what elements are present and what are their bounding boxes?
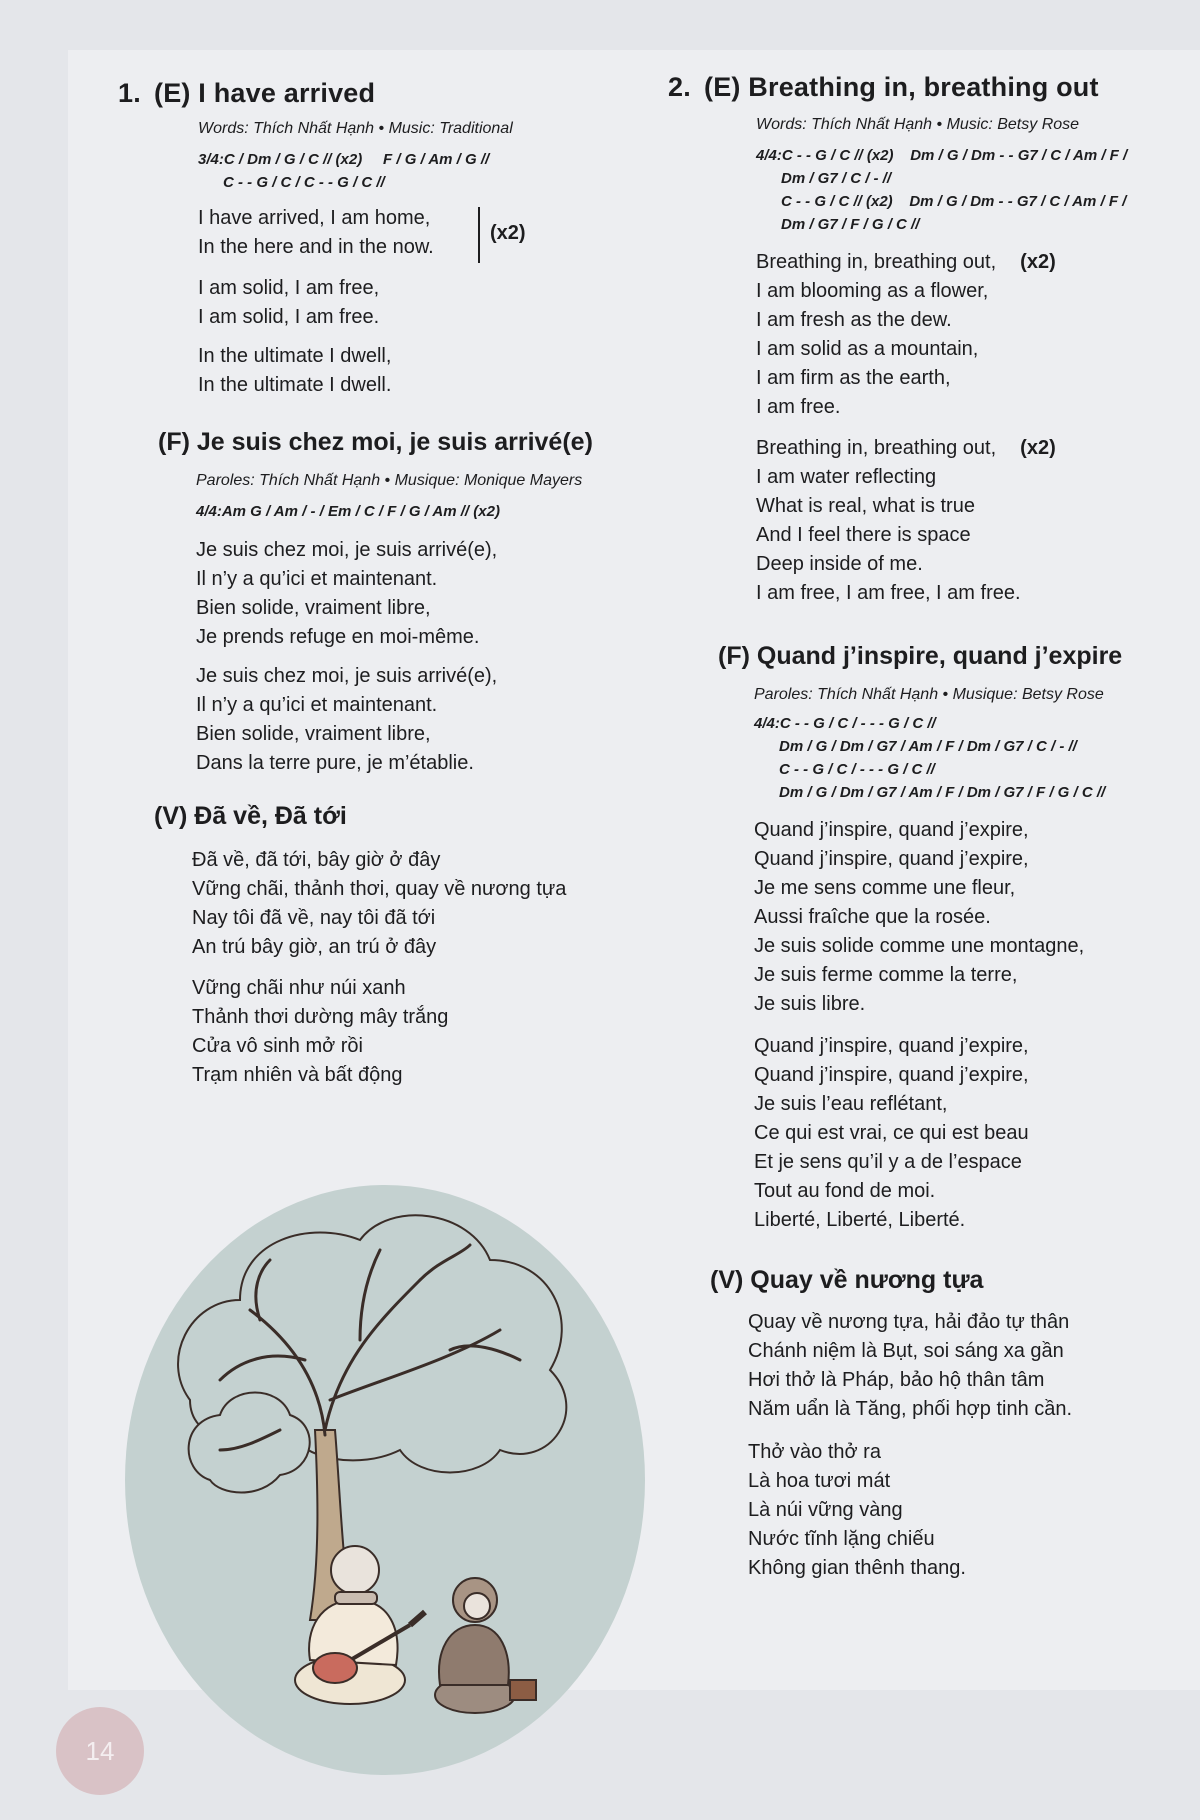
song1-heading: 1. (E) I have arrived [118, 78, 376, 108]
repeat-bar [478, 207, 480, 263]
page-number-badge: 14 [56, 1707, 144, 1795]
song2-french-title: (F) Quand j’inspire, quand j’expire [718, 642, 1123, 670]
song1-french-credit: Paroles: Thích Nhất Hạnh • Musique: Monique Mayers [196, 472, 583, 489]
song1-french-stanza1: Je suis chez moi, je suis arrivé(e), Il n’y a qu’ici et maintenant. Bien solide, vraiment libre, Je prends refuge en moi-même. [196, 539, 498, 648]
song1-vietnamese-stanza2: Vững chãi như núi xanh Thảnh thơi dường mây trắng Cửa vô sinh mở rồi Trạm nhiên và bất động [192, 977, 449, 1086]
song2-credit: Words: Thích Nhất Hạnh • Music: Betsy Rose [756, 116, 1080, 133]
song1-french-stanza2: Je suis chez moi, je suis arrivé(e), Il n’y a qu’ici et maintenant. Bien solide, vraiment libre, Dans la terre pure, je m’établie. [196, 665, 498, 774]
song1-chords: 3/4:C / Dm / G / C // (x2) F / G / Am / G // C - - G / C / C - - G / C // [198, 151, 490, 191]
song1-stanza2: I am solid, I am free, I am solid, I am free. [198, 277, 380, 328]
song2-french-stanza1: Quand j’inspire, quand j’expire, Quand j’inspire, quand j’expire, Je me sens comme une fleur, Aussi fraîche que la rosée. Je suis solide comme une montagne, Je suis ferme comme la terre, Je suis libre. [754, 819, 1085, 1015]
repeat-marker: (x2) [1020, 437, 1056, 459]
song2-vietnamese-stanza2: Thở vào thở ra Là hoa tươi mát Là núi vững vàng Nước tĩnh lặng chiếu Không gian thênh thang. [748, 1441, 966, 1579]
song1-vietnamese-title: (V) Đã về, Đã tới [154, 802, 347, 830]
repeat-marker: (x2) [1020, 251, 1056, 273]
song2-vietnamese-stanza1: Quay về nương tựa, hải đảo tự thân Chánh niệm là Bụt, soi sáng xa gần Hơi thở là Pháp, bảo hộ thân tâm Năm uẩn là Tăng, phối hợp tinh cần. [748, 1311, 1073, 1420]
song2-vietnamese-title: (V) Quay về nương tựa [710, 1266, 984, 1294]
song1-stanza3: In the ultimate I dwell, In the ultimate I dwell. [198, 345, 392, 396]
song2-stanza1: Breathing in, breathing out, (x2) I am blooming as a flower, I am fresh as the dew. I am solid as a mountain, I am firm as the earth, I am free. [756, 251, 1056, 418]
tree-illustration [120, 1160, 660, 1780]
song1-french-chords: 4/4:Am G / Am / - / Em / C / F / G / Am // (x2) [196, 503, 500, 520]
song1-french-title: (F) Je suis chez moi, je suis arrivé(e) [158, 428, 593, 456]
song1-stanza1: I have arrived, I am home, In the here and in the now. [198, 207, 434, 258]
song2-french-chords: 4/4:C - - G / C / - - - G / C // Dm / G / Dm / G7 / Am / F / Dm / G7 / C / - // C - - G / C / - - - G / C // Dm / G / Dm / G7 / Am / F / Dm / G7 / F / G / C // [754, 715, 1106, 801]
song2-stanza2: Breathing in, breathing out, (x2) I am water reflecting What is real, what is true And I feel there is space Deep inside of me. I am free, I am free, I am free. [756, 437, 1056, 604]
song1-title: (E) I have arrived [154, 78, 376, 108]
repeat-marker: (x2) [490, 222, 526, 244]
song1-credit: Words: Thích Nhất Hạnh • Music: Traditional [198, 120, 513, 137]
song2-french-stanza2: Quand j’inspire, quand j’expire, Quand j’inspire, quand j’expire, Je suis l’eau reflétant, Ce qui est vrai, ce qui est beau Et je sens qu’il y a de l’espace Tout au fond de moi. Liberté, Liberté, Liberté. [754, 1035, 1029, 1231]
song2-title: (E) Breathing in, breathing out [704, 72, 1099, 102]
song2-chords: 4/4:C - - G / C // (x2) Dm / G / Dm - - G7 / C / Am / F / Dm / G7 / C / - // C - - G / C // (x2) Dm / G / Dm - - G7 / C / Am / F / Dm / G7 / F / G / C // [756, 147, 1128, 233]
song2-french-credit: Paroles: Thích Nhất Hạnh • Musique: Betsy Rose [754, 686, 1104, 703]
song2-heading: 2. (E) Breathing in, breathing out [668, 72, 1099, 102]
song1-vietnamese-stanza1: Đã về, đã tới, bây giờ ở đây Vững chãi, thảnh thơi, quay về nương tựa Nay tôi đã về, nay tôi đã tới An trú bây giờ, an trú ở đây [192, 849, 567, 958]
